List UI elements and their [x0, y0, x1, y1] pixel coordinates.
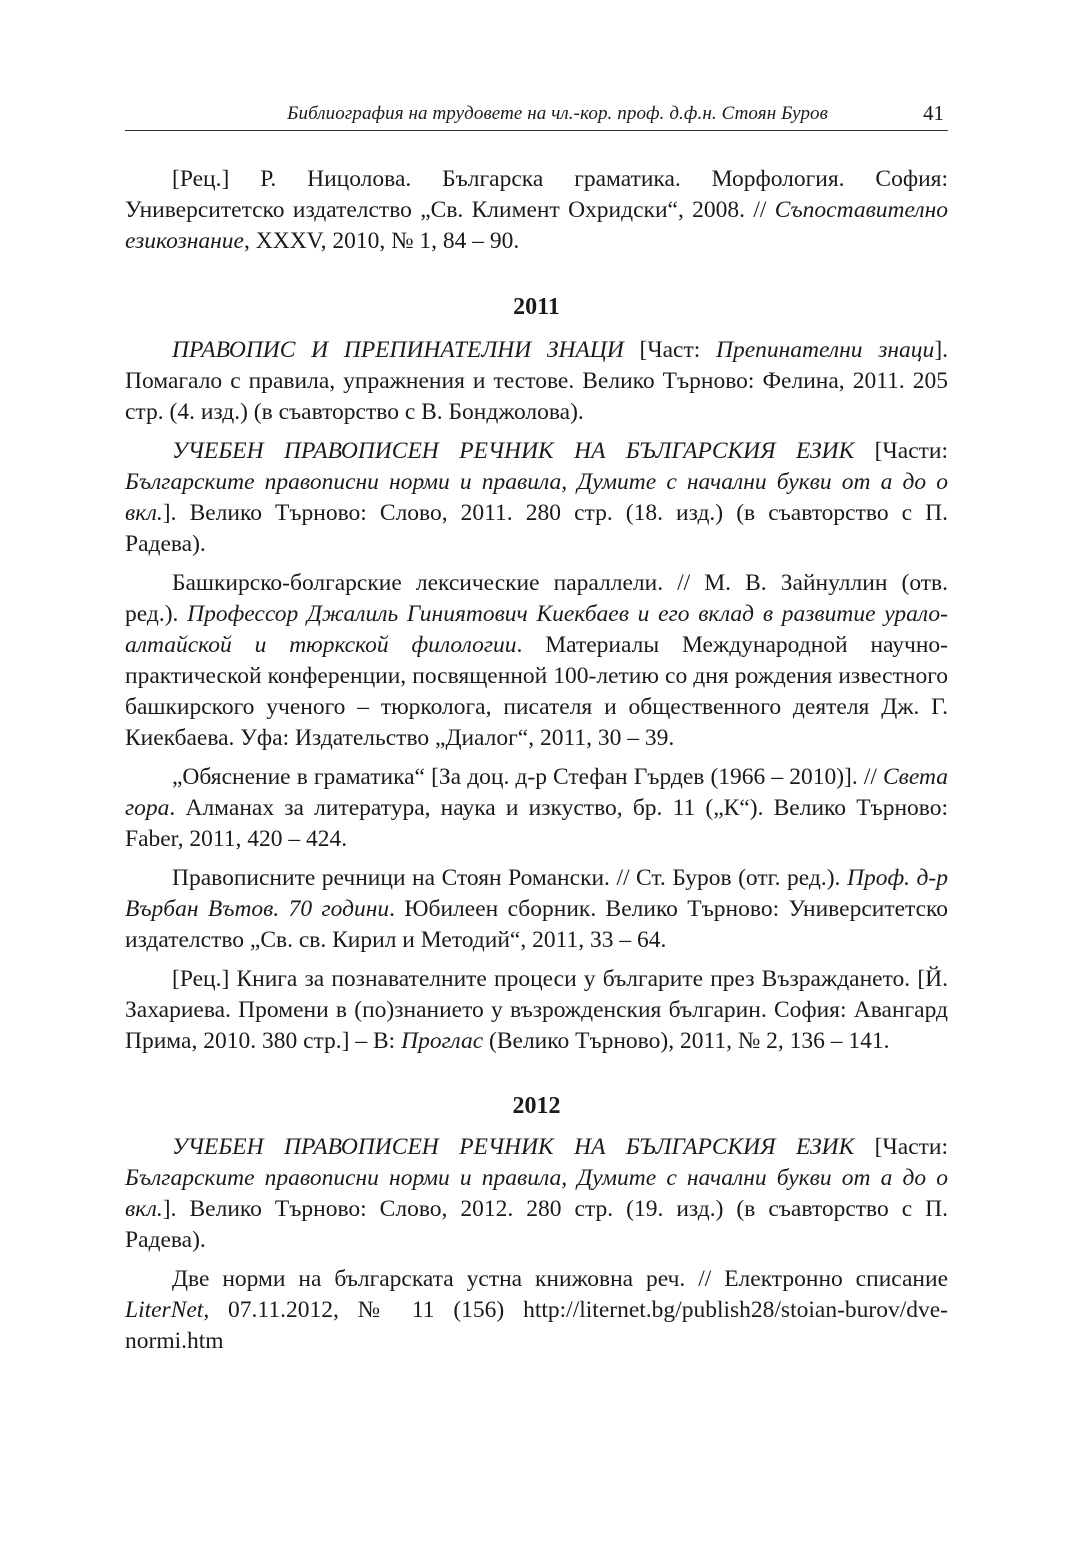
bibliography-entry: „Обяснение в граматика“ [За доц. д-р Стефан Гърдев (1966 – 2010)]. // Света гора. Алманах за литература, наука и изкуство, бр. 11 („К“). Велико Търново: Faber, 2011, 420 – 424.	[125, 764, 948, 852]
bibliography-entry: ПРАВОПИС И ПРЕПИНАТЕЛНИ ЗНАЦИ [Част: Препинателни знаци]. Помагало с правила, упражнения и тестове. Велико Търново: Фелина, 2011. 205 стр. (4. изд.) (в съавторство с В. Бонджолова).	[125, 337, 949, 425]
bibliography-entry: [Рец.] Книга за познавателните процеси у българите през Възраждането. [Й. Захариева. Промени в (по)знанието у възрожденския българин. София: Авангард Прима, 2010. 380 стр.] – В: Проглас (Велико Търново), 2011, № 2, 136 – 141.	[125, 966, 948, 1054]
year-heading-2012: 2012	[512, 1093, 561, 1119]
page-number: 41	[923, 101, 944, 125]
bibliography-entry: [Рец.] Р. Ницолова. Българска граматика. Морфология. София: Университетско издателство „Св. Климент Охридски“, 2008. // Съпоставително езикознание, XXXV, 2010, № 1, 84 – 90.	[125, 166, 948, 254]
bibliography-entry: Две норми на българската устна книжовна реч. // Електронно списание LiterNet, 07.11.2012, № 11 (156) http://liternet.bg/publish28/stoian-burov/dve-normi.htm	[125, 1266, 948, 1354]
running-header-title: Библиография на трудовете на чл.-кор. проф. д.ф.н. Стоян Буров	[287, 103, 828, 124]
year-heading-2011: 2011	[513, 294, 560, 320]
running-header	[125, 100, 948, 131]
bibliography-entry: УЧЕБЕН ПРАВОПИСЕН РЕЧНИК НА БЪЛГАРСКИЯ ЕЗИК [Части: Българските правописни норми и правила, Думите с начални букви от а до о вкл.]. Велико Търново: Слово, 2012. 280 стр. (19. изд.) (в съавторство с П. Радева).	[125, 1134, 948, 1253]
bibliography-entry: Башкирско-болгарские лексические параллели. // М. В. Зайнуллин (отв. ред.). Профессор Джалиль Гиниятович Киекбаев и его вклад в развитие урало-алтайской и тюркской филологии. Материалы Международной научно-практической конференции, посвященной 100-летию со дня рождения известного башкирского ученого – тюрколога, писателя и общественного деятеля Дж. Г. Киекбаева. Уфа: Издательство „Диалог“, 2011, 30 – 39.	[125, 570, 949, 751]
bibliography-entry: УЧЕБЕН ПРАВОПИСЕН РЕЧНИК НА БЪЛГАРСКИЯ ЕЗИК [Части: Българските правописни норми и правила, Думите с начални букви от а до о вкл.]. Велико Търново: Слово, 2011. 280 стр. (18. изд.) (в съавторство с П. Радева).	[125, 438, 948, 557]
bibliography-entry: Правописните речници на Стоян Романски. // Ст. Буров (отг. ред.). Проф. д-р Върбан Вътов. 70 години. Юбилеен сборник. Велико Търново: Университетско издателство „Св. св. Кирил и Методий“, 2011, 33 – 64.	[125, 865, 948, 953]
bibliography-content	[125, 164, 948, 1365]
